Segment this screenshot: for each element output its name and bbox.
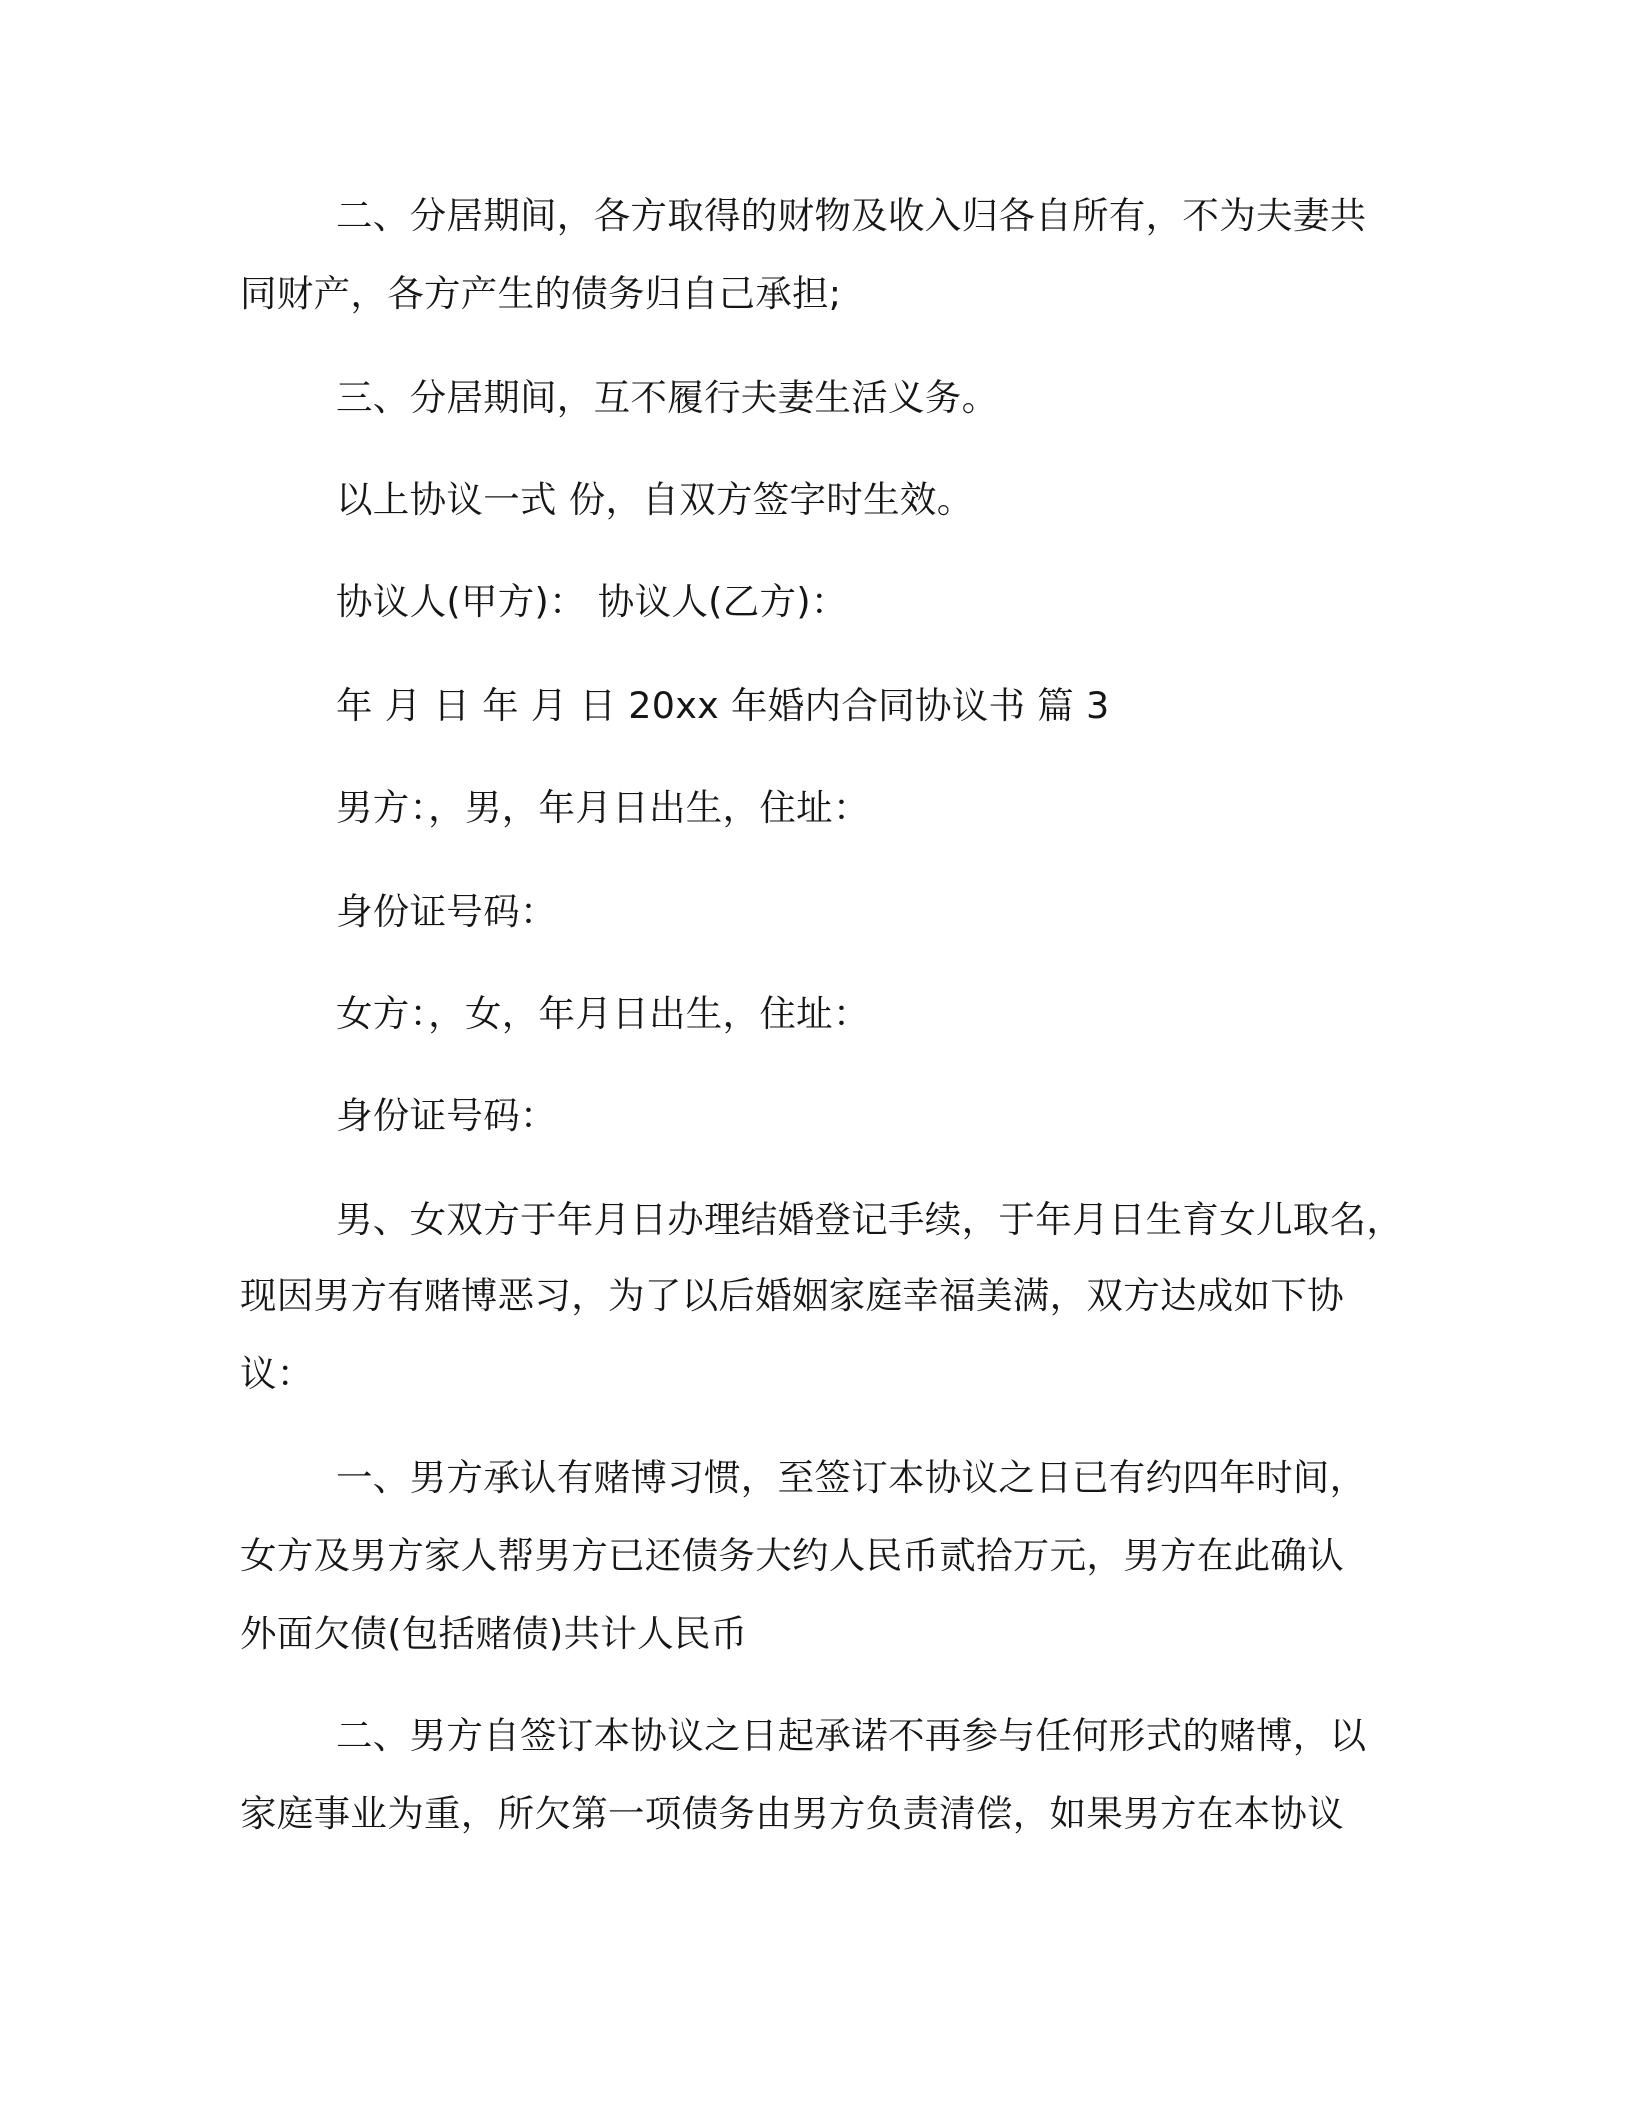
article-1-line-3: 外面欠债(包括赌债)共计人民币 <box>240 1612 748 1655</box>
clause-2-line-1: 二、分居期间，各方取得的财物及收入归各自所有，不为夫妻共 <box>336 194 1367 237</box>
preamble-line-3: 议： <box>240 1352 314 1395</box>
male-id-number-line: 身份证号码： <box>336 890 557 933</box>
article-2-line-1: 二、男方自签订本协议之日起承诺不再参与任何形式的赌博，以 <box>336 1714 1367 1757</box>
preamble-line-2: 现因男方有赌博恶习，为了以后婚姻家庭幸福美满，双方达成如下协 <box>240 1274 1344 1317</box>
clause-2-line-2: 同财产，各方产生的债务归自己承担; <box>240 272 842 315</box>
female-party-line: 女方：，女，年月日出生，住址： <box>336 992 870 1035</box>
article-2-line-2: 家庭事业为重，所欠第一项债务由男方负责清偿，如果男方在本协议 <box>240 1792 1344 1835</box>
article-1-line-2: 女方及男方家人帮男方已还债务大约人民币贰拾万元，男方在此确认 <box>240 1534 1344 1577</box>
preamble-line-1: 男、女双方于年月日办理结婚登记手续，于年月日生育女儿取名， <box>336 1198 1404 1241</box>
female-id-number-line: 身份证号码： <box>336 1094 557 1137</box>
signatories-line: 协议人(甲方)： 协议人(乙方)： <box>336 580 848 623</box>
male-party-line: 男方：，男，年月日出生，住址： <box>336 786 870 829</box>
date-and-section-heading: 年 月 日 年 月 日 20xx 年婚内合同协议书 篇 3 <box>336 684 1110 727</box>
effective-clause: 以上协议一式 份，自双方签字时生效。 <box>336 478 974 521</box>
article-1-line-1: 一、男方承认有赌博习惯，至签订本协议之日已有约四年时间， <box>336 1456 1367 1499</box>
clause-3: 三、分居期间，互不履行夫妻生活义务。 <box>336 376 999 419</box>
